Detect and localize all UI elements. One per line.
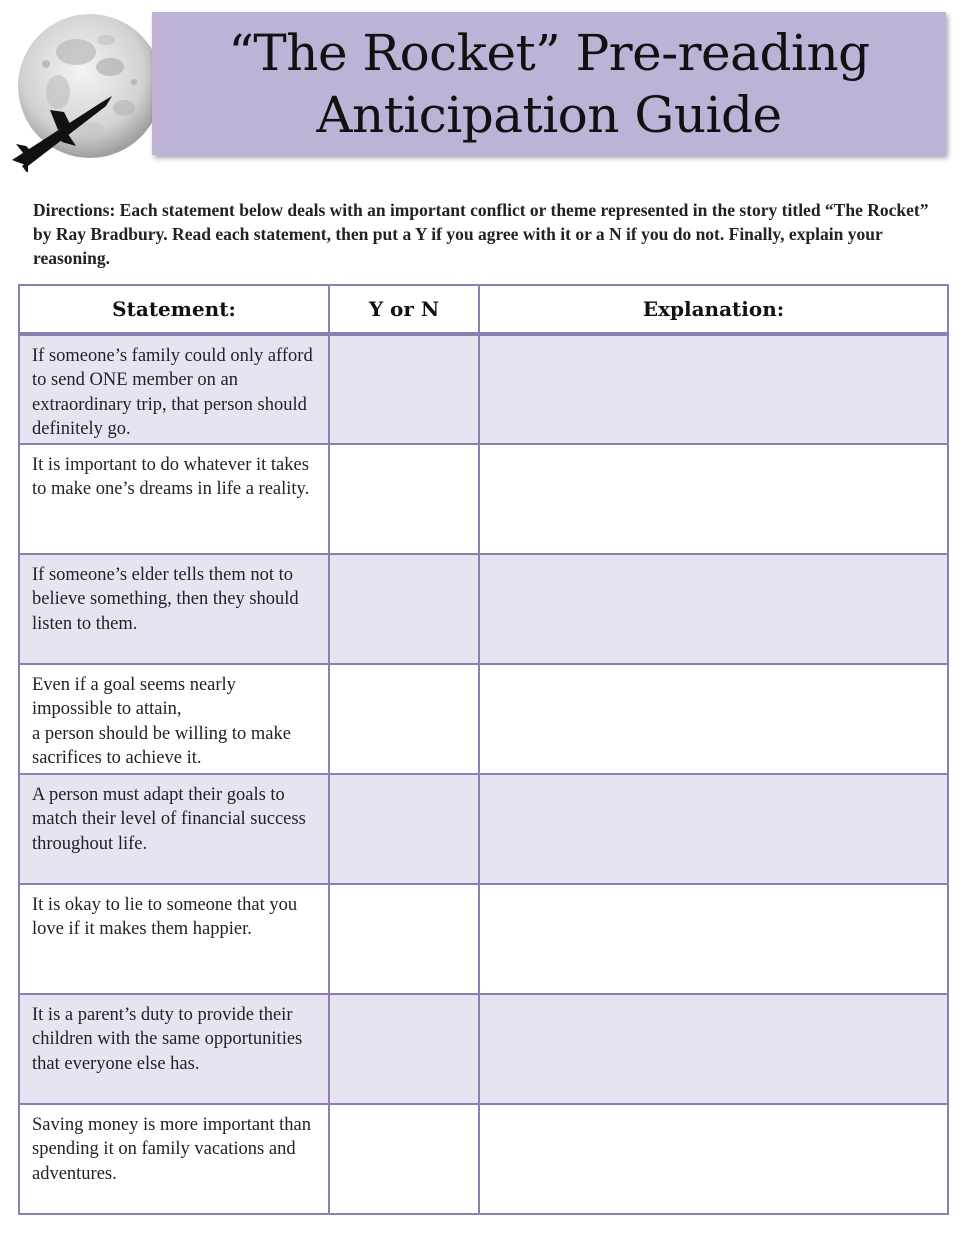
explanation-answer-cell[interactable] xyxy=(479,444,948,554)
statement-text: If someone’s elder tells them not to believe something, then they should listen to them. xyxy=(32,565,299,634)
y-or-n-answer-cell[interactable] xyxy=(329,884,479,994)
explanation-answer-cell[interactable] xyxy=(479,1104,948,1214)
y-or-n-answer-cell[interactable] xyxy=(329,334,479,444)
explanation-answer-cell[interactable] xyxy=(479,664,948,774)
statement-cell xyxy=(19,994,329,1104)
page-title-line-1: “The Rocket” Pre-reading xyxy=(228,23,870,82)
y-or-n-answer-cell[interactable] xyxy=(329,554,479,664)
statement-cell xyxy=(19,334,329,444)
table-row xyxy=(19,664,948,774)
table-row xyxy=(19,1104,948,1214)
statement-text: Saving money is more important than spending it on family vacations and adventures. xyxy=(32,1115,311,1184)
statement-text: A person must adapt their goals to match their level of financial success throughout life. xyxy=(32,785,306,854)
moon-with-rocket-icon xyxy=(6,12,166,172)
table-row xyxy=(19,774,948,884)
y-or-n-answer-cell[interactable] xyxy=(329,664,479,774)
statement-cell xyxy=(19,554,329,664)
explanation-answer-cell[interactable] xyxy=(479,774,948,884)
y-or-n-column-header: Y or N xyxy=(329,285,479,334)
statement-cell xyxy=(19,774,329,884)
table-row xyxy=(19,444,948,554)
table-row xyxy=(19,334,948,444)
table-row xyxy=(19,554,948,664)
table-row xyxy=(19,884,948,994)
explanation-answer-cell[interactable] xyxy=(479,334,948,444)
y-or-n-answer-cell[interactable] xyxy=(329,774,479,884)
explanation-answer-cell[interactable] xyxy=(479,554,948,664)
anticipation-guide-table xyxy=(18,284,949,1215)
explanation-column-header: Explanation: xyxy=(479,285,948,334)
page-title-line-2: Anticipation Guide xyxy=(316,85,782,144)
table-header-row xyxy=(19,285,948,334)
statement-text: It is a parent’s duty to provide their children with the same opportunities that everyone else has. xyxy=(32,1005,303,1074)
statement-cell xyxy=(19,1104,329,1214)
title-banner xyxy=(152,12,946,155)
y-or-n-answer-cell[interactable] xyxy=(329,1104,479,1214)
directions-text: Directions: Each statement below deals with an important conflict or theme represented in the story titled “The Rocket” by Ray Bradbury. Read each statement, then put a Y if you agree with it or a N if you do not. Finally, explain your reasoning. xyxy=(33,200,929,268)
statement-text: It is okay to lie to someone that you love if it makes them happier. xyxy=(32,895,298,940)
statement-cell xyxy=(19,884,329,994)
y-or-n-answer-cell[interactable] xyxy=(329,994,479,1104)
explanation-answer-cell[interactable] xyxy=(479,994,948,1104)
statement-cell xyxy=(19,444,329,554)
moon-rocket-illustration xyxy=(6,12,166,172)
statement-text: It is important to do whatever it takes to make one’s dreams in life a reality. xyxy=(32,455,310,500)
statement-text: If someone’s family could only afford to send ONE member on an extraordinary trip, that person should definitely go. xyxy=(32,346,313,439)
statement-column-header: Statement: xyxy=(19,285,329,334)
statement-cell xyxy=(19,664,329,774)
y-or-n-answer-cell[interactable] xyxy=(329,444,479,554)
statement-text: Even if a goal seems nearly impossible to attain, a person should be willing to make sacrifices to achieve it. xyxy=(32,675,291,768)
explanation-answer-cell[interactable] xyxy=(479,884,948,994)
table-row xyxy=(19,994,948,1104)
